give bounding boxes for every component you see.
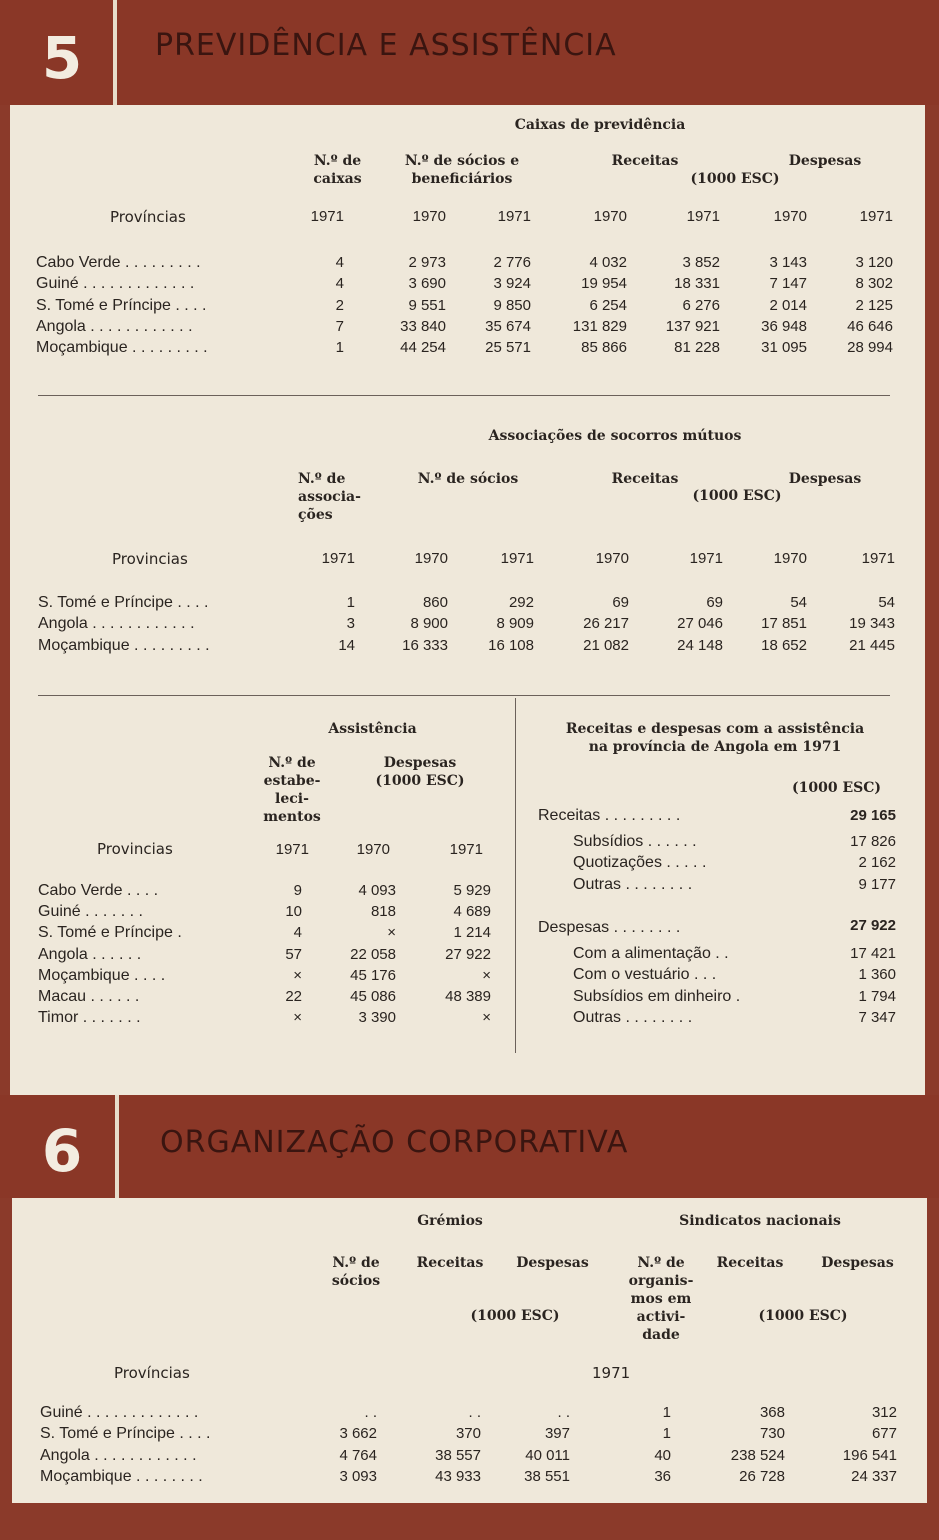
angola-item-name: Com o vestuário . . . xyxy=(573,966,717,984)
angola-item-value: 17 421 xyxy=(850,945,896,962)
angola-item-value: 7 347 xyxy=(858,1008,896,1026)
table-cell: × xyxy=(482,1009,491,1027)
province-name: Cabo Verde . . . . . . . . . xyxy=(36,254,201,271)
table-cell: 292 xyxy=(508,594,534,611)
province-name: Guiné . . . . . . . . . . . . . xyxy=(36,275,195,293)
year-header: 1970 xyxy=(595,550,629,567)
table-cell: 6 276 xyxy=(682,296,720,314)
table-cell: 22 xyxy=(285,988,302,1005)
angola-item-name: Com a alimentação . . xyxy=(573,945,729,962)
table-cell: 7 xyxy=(335,317,344,335)
table-cell: 9 xyxy=(293,882,302,899)
socorros-provincias-label: Provincias xyxy=(112,550,188,568)
section6-provincias-label: Províncias xyxy=(114,1364,190,1382)
province-name: Angola . . . . . . . . . . . . xyxy=(40,1446,197,1464)
table-cell: 196 541 xyxy=(842,1446,897,1464)
angola-item-value: 1 794 xyxy=(858,987,896,1005)
sindicatos-unit: (1000 ESC) xyxy=(758,1308,848,1324)
table-cell: 238 524 xyxy=(730,1446,785,1464)
year-header: 1971 xyxy=(686,208,720,225)
table-cell: 45 086 xyxy=(350,988,396,1005)
table-cell: 8 302 xyxy=(855,275,893,293)
table-cell: 85 866 xyxy=(581,339,627,357)
year-header: 1971 xyxy=(310,208,344,225)
table-cell: × xyxy=(482,966,491,984)
angola-unit: (1000 ESC) xyxy=(792,780,882,796)
assistencia-col-despesas: Despesas xyxy=(383,755,457,771)
table-cell: 33 840 xyxy=(400,317,446,335)
table-cell: 48 389 xyxy=(445,988,491,1005)
table-cell: 397 xyxy=(544,1425,570,1443)
caixas-col-socios: N.º de sócios e beneficiários xyxy=(404,153,520,187)
table-cell: 1 xyxy=(346,594,355,611)
table-cell: 3 xyxy=(346,615,355,633)
table-cell: 26 217 xyxy=(583,615,629,633)
table-cell: 4 689 xyxy=(453,903,491,921)
section6-separator xyxy=(115,1095,119,1198)
angola-item-value: 2 162 xyxy=(858,854,896,872)
table-cell: 312 xyxy=(871,1404,897,1421)
table-cell: . . xyxy=(468,1404,481,1421)
angola-title-line2: na província de Angola em 1971 xyxy=(588,739,842,755)
year-header: 1971 xyxy=(859,208,893,225)
socorros-col-receitas: Receitas xyxy=(611,471,679,487)
table-cell: 27 046 xyxy=(677,615,723,633)
year-header: 1971 xyxy=(449,841,483,858)
year-header: 1970 xyxy=(773,550,807,567)
gremios-title: Grémios xyxy=(417,1213,483,1229)
table-cell: 69 xyxy=(706,594,723,611)
province-name: Cabo Verde . . . . xyxy=(38,882,159,899)
angola-title-line1: Receitas e despesas com a assistência xyxy=(565,721,865,737)
section5-number: 5 xyxy=(12,12,112,105)
section6-number: 6 xyxy=(12,1105,112,1198)
table-cell: 36 948 xyxy=(761,317,807,335)
table-cell: 24 148 xyxy=(677,636,723,654)
year-header: 1970 xyxy=(414,550,448,567)
table-cell: 43 933 xyxy=(435,1467,481,1485)
sindicatos-col-receitas: Receitas xyxy=(716,1255,784,1271)
angola-despesas-total: 27 922 xyxy=(850,917,896,934)
table-cell: 81 228 xyxy=(674,339,720,357)
table-cell: 4 032 xyxy=(589,254,627,271)
table-cell: 38 557 xyxy=(435,1446,481,1464)
section6-year: 1971 xyxy=(592,1364,631,1382)
table-cell: 40 011 xyxy=(525,1446,570,1464)
province-name: S. Tomé e Príncipe . . . . xyxy=(40,1425,211,1443)
table-cell: 137 921 xyxy=(665,317,720,335)
table-cell: 3 852 xyxy=(682,254,720,271)
year-header: 1971 xyxy=(500,550,534,567)
table-cell: 17 851 xyxy=(761,615,807,633)
gremios-col-receitas: Receitas xyxy=(416,1255,484,1271)
table-cell: 38 551 xyxy=(524,1467,570,1485)
table-cell: 4 xyxy=(293,924,302,942)
assistencia-title: Assistência xyxy=(328,721,417,737)
table-cell: 19 343 xyxy=(849,615,895,633)
table-cell: 2 014 xyxy=(769,296,807,314)
table-cell: 28 994 xyxy=(847,339,893,357)
angola-item-name: Subsídios em dinheiro . xyxy=(573,987,741,1005)
socorros-divider xyxy=(38,695,890,696)
table-cell: 2 xyxy=(335,296,344,314)
table-cell: 22 058 xyxy=(350,945,396,963)
province-name: Angola . . . . . . xyxy=(38,945,142,963)
table-cell: 3 143 xyxy=(769,254,807,271)
province-name: Macau . . . . . . xyxy=(38,988,140,1005)
table-cell: 26 728 xyxy=(739,1467,785,1485)
year-header: 1970 xyxy=(773,208,807,225)
table-cell: 46 646 xyxy=(847,317,893,335)
table-cell: 16 333 xyxy=(402,636,448,654)
table-cell: 10 xyxy=(285,903,302,921)
year-header: 1971 xyxy=(321,550,355,567)
section5-title: PREVIDÊNCIA E ASSISTÊNCIA xyxy=(155,28,617,63)
assistencia-col-estab: N.º de estabe-leci-mentos xyxy=(263,755,321,825)
province-name: S. Tomé e Príncipe . xyxy=(38,924,182,942)
table-cell: 54 xyxy=(878,594,895,611)
table-cell: 4 xyxy=(335,254,344,271)
table-cell: × xyxy=(387,924,396,942)
year-header: 1970 xyxy=(356,841,390,858)
table-cell: 25 571 xyxy=(485,339,531,357)
table-cell: 1 214 xyxy=(453,924,491,942)
angola-receitas-total: 29 165 xyxy=(850,807,896,824)
angola-item-value: 1 360 xyxy=(858,966,896,984)
province-name: Moçambique . . . . . . . . . xyxy=(38,636,210,654)
table-cell: 36 xyxy=(654,1467,671,1485)
table-cell: 3 120 xyxy=(855,254,893,271)
table-cell: 54 xyxy=(790,594,807,611)
table-cell: 8 909 xyxy=(496,615,534,633)
caixas-col-caixas: N.º de caixas xyxy=(313,153,362,187)
section5-separator xyxy=(113,0,117,105)
table-cell: 21 445 xyxy=(849,636,895,654)
caixas-unit: (1000 ESC) xyxy=(690,171,780,187)
province-name: S. Tomé e Príncipe . . . . xyxy=(38,594,209,611)
table-cell: × xyxy=(293,966,302,984)
table-cell: 3 924 xyxy=(493,275,531,293)
table-cell: 4 xyxy=(335,275,344,293)
table-cell: 69 xyxy=(612,594,629,611)
table-cell: 860 xyxy=(422,594,448,611)
table-cell: 3 093 xyxy=(339,1467,377,1485)
table-cell: 24 337 xyxy=(851,1467,897,1485)
socorros-col-assoc: N.º de associa-ções xyxy=(298,471,361,523)
gremios-col-despesas: Despesas xyxy=(516,1255,589,1271)
table-cell: 1 xyxy=(662,1425,671,1443)
angola-item-name: Subsídios . . . . . . xyxy=(573,833,697,850)
angola-item-name: Outras . . . . . . . . xyxy=(573,875,693,893)
table-cell: 44 254 xyxy=(400,339,446,357)
caixas-divider xyxy=(38,395,890,396)
sindicatos-col-organismos: N.º de organis-mos em activi-dade xyxy=(628,1255,694,1343)
table-cell: 8 900 xyxy=(410,615,448,633)
section6-title: ORGANIZAÇÃO CORPORATIVA xyxy=(160,1125,629,1160)
year-header: 1971 xyxy=(275,841,309,858)
table-cell: 27 922 xyxy=(445,945,491,963)
table-cell: . . xyxy=(557,1404,570,1421)
table-cell: 9 850 xyxy=(493,296,531,314)
province-name: Moçambique . . . . xyxy=(38,966,166,984)
table-cell: 368 xyxy=(759,1404,785,1421)
table-cell: 19 954 xyxy=(581,275,627,293)
year-header: 1971 xyxy=(689,550,723,567)
caixas-col-despesas: Despesas xyxy=(788,153,862,169)
angola-despesas-label: Despesas . . . . . . . . xyxy=(538,919,681,936)
angola-item-name: Outras . . . . . . . . xyxy=(573,1008,693,1026)
table-cell: 9 551 xyxy=(408,296,446,314)
table-cell: 1 xyxy=(662,1404,671,1421)
year-header: 1970 xyxy=(412,208,446,225)
province-name: Moçambique . . . . . . . . xyxy=(40,1467,203,1485)
table-cell: × xyxy=(293,1009,302,1027)
caixas-col-receitas: Receitas xyxy=(611,153,679,169)
table-cell: 730 xyxy=(759,1425,785,1443)
table-cell: 818 xyxy=(370,903,396,921)
gremios-col-socios: N.º de sócios xyxy=(331,1255,381,1289)
table-cell: 3 390 xyxy=(358,1009,396,1027)
table-cell: 57 xyxy=(285,945,302,963)
year-header: 1971 xyxy=(861,550,895,567)
table-cell: 2 776 xyxy=(493,254,531,271)
angola-receitas-label: Receitas . . . . . . . . . xyxy=(538,807,681,824)
table-cell: 45 176 xyxy=(350,966,396,984)
socorros-col-despesas: Despesas xyxy=(788,471,862,487)
province-name: Timor . . . . . . . xyxy=(38,1009,141,1027)
table-cell: 6 254 xyxy=(589,296,627,314)
table-cell: 31 095 xyxy=(761,339,807,357)
table-cell: 14 xyxy=(338,636,355,654)
table-cell: 5 929 xyxy=(453,882,491,899)
caixas-provincias-label: Províncias xyxy=(110,208,186,226)
province-name: Moçambique . . . . . . . . . xyxy=(36,339,208,357)
caixas-title: Caixas de previdência xyxy=(514,117,686,133)
province-name: Angola . . . . . . . . . . . . xyxy=(38,615,195,633)
angola-item-value: 17 826 xyxy=(850,833,896,850)
assistencia-provincias-label: Provincias xyxy=(97,840,173,858)
table-cell: 677 xyxy=(871,1425,897,1443)
sindicatos-title: Sindicatos nacionais xyxy=(679,1213,841,1229)
table-cell: 131 829 xyxy=(572,317,627,335)
table-cell: 18 652 xyxy=(761,636,807,654)
table-cell: . . xyxy=(364,1404,377,1421)
table-cell: 3 662 xyxy=(339,1425,377,1443)
table-cell: 4 764 xyxy=(339,1446,377,1464)
province-name: Guiné . . . . . . . . . . . . . xyxy=(40,1404,199,1421)
province-name: S. Tomé e Príncipe . . . . xyxy=(36,296,207,314)
table-cell: 370 xyxy=(455,1425,481,1443)
table-cell: 40 xyxy=(654,1446,671,1464)
assistencia-vertical-divider xyxy=(515,698,516,1053)
table-cell: 2 973 xyxy=(408,254,446,271)
table-cell: 4 093 xyxy=(358,882,396,899)
year-header: 1970 xyxy=(593,208,627,225)
table-cell: 2 125 xyxy=(855,296,893,314)
socorros-col-socios: N.º de sócios xyxy=(417,471,519,487)
province-name: Angola . . . . . . . . . . . . xyxy=(36,317,193,335)
table-cell: 18 331 xyxy=(674,275,720,293)
table-cell: 21 082 xyxy=(583,636,629,654)
gremios-unit: (1000 ESC) xyxy=(470,1308,560,1324)
year-header: 1971 xyxy=(497,208,531,225)
socorros-title: Associações de socorros mútuos xyxy=(488,428,742,444)
sindicatos-col-despesas: Despesas xyxy=(821,1255,894,1271)
angola-item-name: Quotizações . . . . . xyxy=(573,854,707,872)
socorros-unit: (1000 ESC) xyxy=(692,488,782,504)
table-cell: 3 690 xyxy=(408,275,446,293)
angola-item-value: 9 177 xyxy=(858,875,896,893)
assistencia-unit: (1000 ESC) xyxy=(375,773,465,789)
province-name: Guiné . . . . . . . xyxy=(38,903,143,921)
table-cell: 7 147 xyxy=(769,275,807,293)
table-cell: 1 xyxy=(335,339,344,357)
table-cell: 16 108 xyxy=(488,636,534,654)
table-cell: 35 674 xyxy=(485,317,531,335)
